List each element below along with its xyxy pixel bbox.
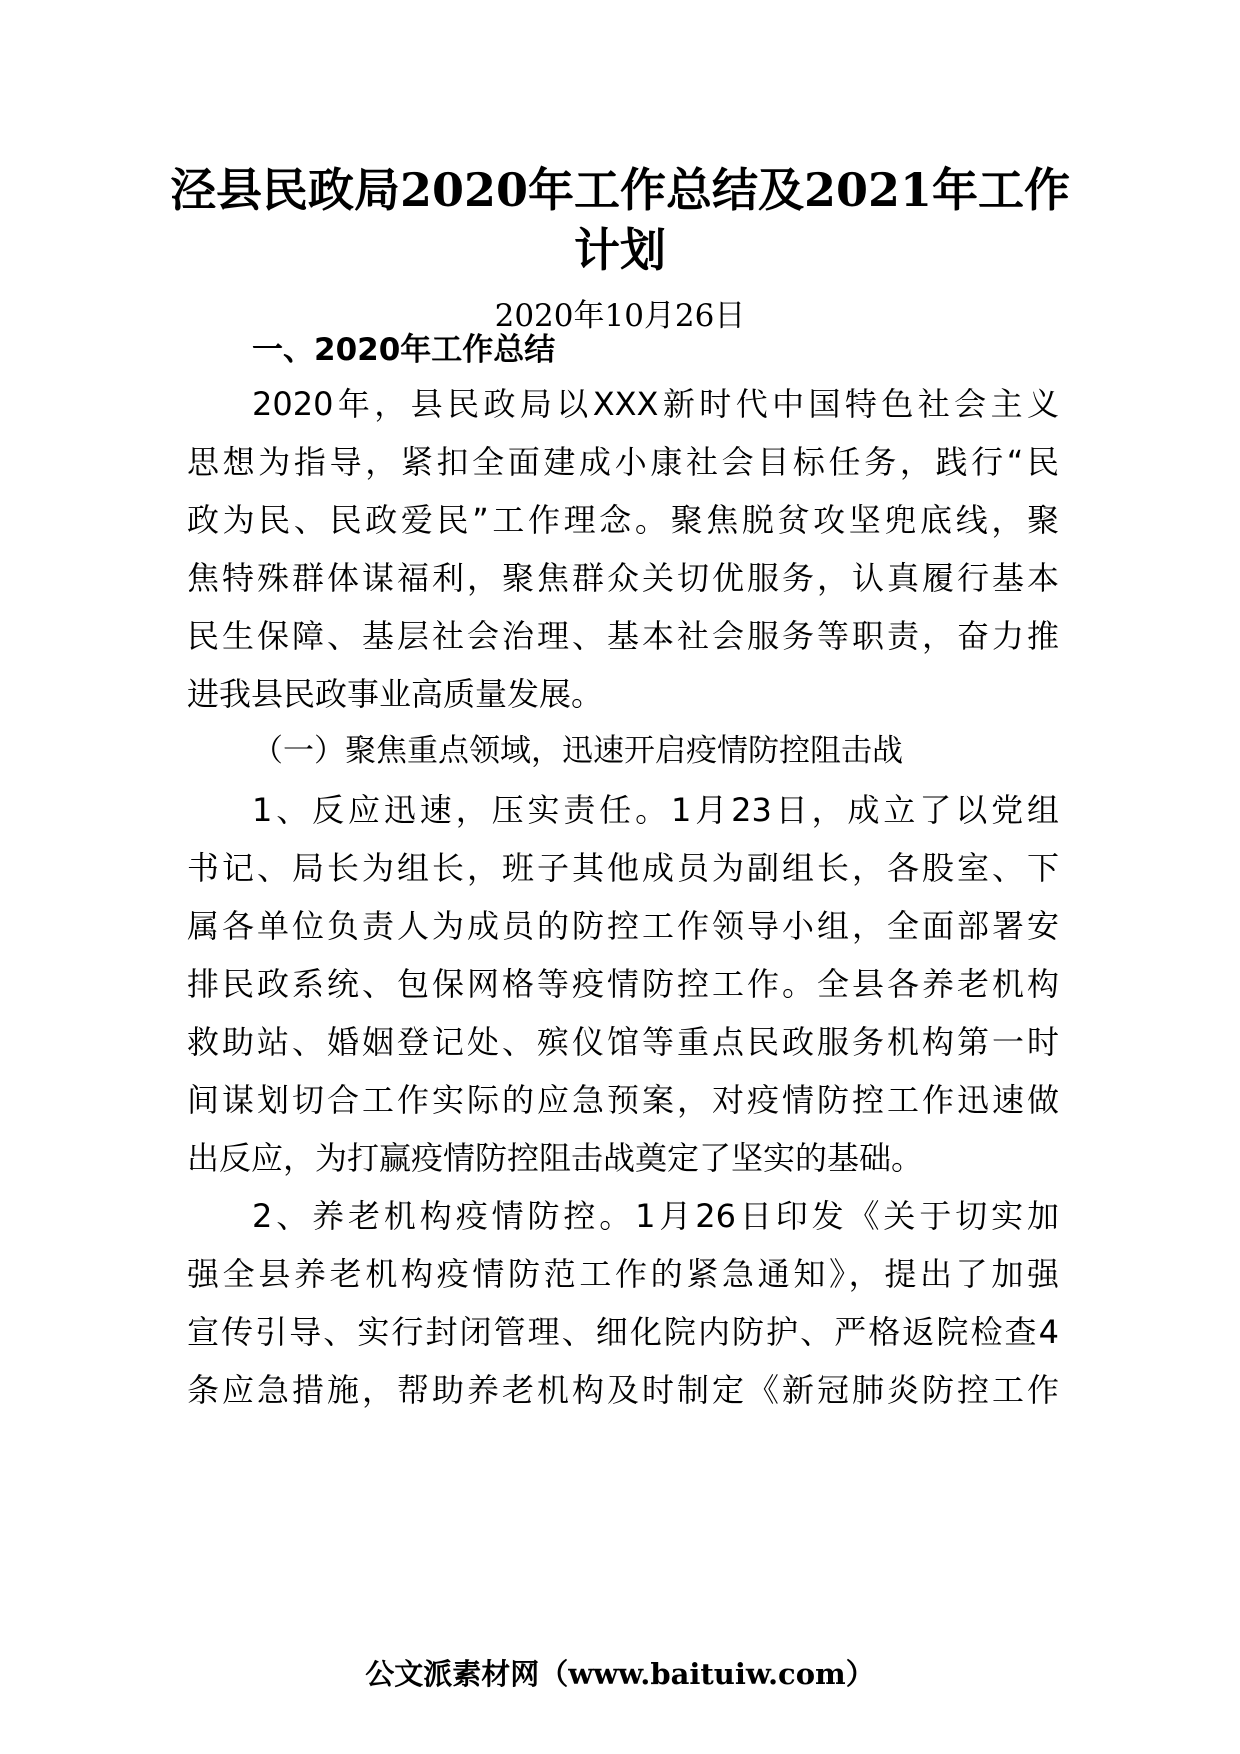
page-footer: 公文派素材网（www.baituiw.com） — [365, 1657, 875, 1691]
paragraph-line: 强全县养老机构疫情防范工作的紧急通知》，提出了加强 — [187, 1255, 1059, 1293]
document-title-line-1: 泾县民政局2020年工作总结及2021年工作 — [170, 163, 1071, 217]
paragraph-line: 间谋划切合工作实际的应急预案，对疫情防控工作迅速做 — [187, 1081, 1059, 1119]
paragraph-line: 政为民、民政爱民”工作理念。聚焦脱贫攻坚兜底线，聚 — [187, 501, 1059, 539]
document-title-line-2: 计划 — [574, 223, 666, 277]
paragraph-line: 2、养老机构疫情防控。1月26日印发《关于切实加 — [252, 1197, 1059, 1235]
paragraph-line: 1、反应迅速，压实责任。1月23日，成立了以党组 — [252, 791, 1059, 829]
paragraph-line: 救助站、婚姻登记处、殡仪馆等重点民政服务机构第一时 — [187, 1023, 1059, 1061]
paragraph-line: 宣传引导、实行封闭管理、细化院内防护、严格返院检查4 — [187, 1313, 1059, 1351]
document-date: 2020年10月26日 — [494, 298, 746, 334]
paragraph-line: 出反应，为打赢疫情防控阻击战奠定了坚实的基础。 — [187, 1139, 924, 1177]
paragraph-line: 焦特殊群体谋福利，聚焦群众关切优服务，认真履行基本 — [187, 559, 1059, 597]
paragraph-line: 属各单位负责人为成员的防控工作领导小组，全面部署安 — [187, 907, 1059, 945]
section-heading: 一、2020年工作总结 — [252, 332, 556, 368]
paragraph-line: 2020年，县民政局以XXX新时代中国特色社会主义 — [252, 385, 1059, 423]
subsection-heading: （一）聚焦重点领域，迅速开启疫情防控阻击战 — [252, 733, 903, 769]
paragraph-line: 思想为指导，紧扣全面建成小康社会目标任务，践行“民 — [187, 443, 1059, 481]
paragraph-line: 条应急措施，帮助养老机构及时制定《新冠肺炎防控工作 — [187, 1371, 1059, 1409]
paragraph-line: 民生保障、基层社会治理、基本社会服务等职责，奋力推 — [187, 617, 1059, 655]
paragraph-line: 排民政系统、包保网格等疫情防控工作。全县各养老机构 — [187, 965, 1059, 1003]
paragraph-line: 书记、局长为组长，班子其他成员为副组长，各股室、下 — [187, 849, 1059, 887]
paragraph-line: 进我县民政事业高质量发展。 — [187, 675, 604, 713]
